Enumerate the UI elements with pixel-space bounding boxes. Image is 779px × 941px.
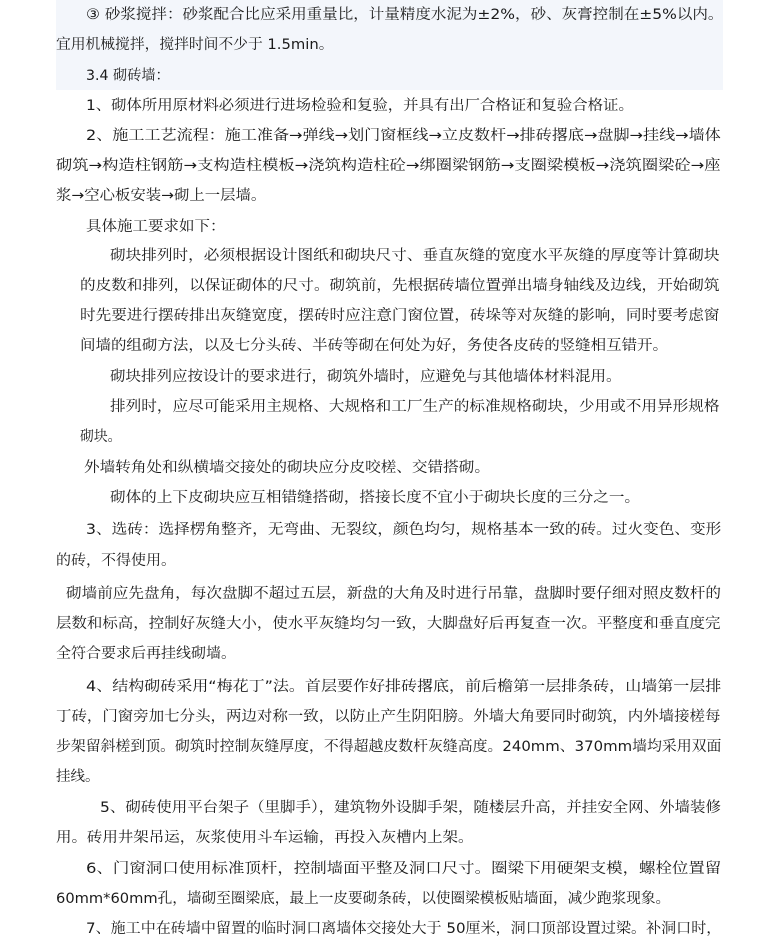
text-line: 砌墙前应先盘角，每次盘脚不超过五层，新盘的大角及时进行吊靠，盘脚时要仔细对照皮数杆的 xyxy=(66,586,721,602)
text-line: 间墙的组砌方法，以及七分头砖、半砖等砌在何处为好，务使各皮砖的竖缝相互错开。 xyxy=(80,338,668,354)
text-line: 3、选砖：选择楞角整齐，无弯曲、无裂纹，颜色均匀，规格基本一致的砖。过火变色、变形 xyxy=(86,522,722,538)
text-line: 浆→空心板安装→砌上一层墙。 xyxy=(56,188,267,204)
text-line: 排列时，应尽可能采用主规格、大规格和工厂生产的标准规格砌块，少用或不用异形规格 xyxy=(110,399,720,415)
text-line: 用。砖用井架吊运，灰浆使用斗车运输，再投入灰槽内上架。 xyxy=(56,830,474,846)
text-line: 6、门窗洞口使用标准顶杆，控制墙面平整及洞口尺寸。圈梁下用硬架支模，螺栓位置留 xyxy=(86,861,722,877)
text-line: 外墙转角处和纵横墙交接处的砌块应分皮咬槎、交错搭砌。 xyxy=(84,460,491,476)
text-line: 砌块。 xyxy=(80,429,122,445)
text-line: 砌筑→构造柱钢筋→支构造柱模板→浇筑构造柱砼→绑圈梁钢筋→支圈梁模板→浇筑圈梁砼→座 xyxy=(56,158,721,174)
text-line: 宜用机械搅拌，搅拌时间不少于 1.5min。 xyxy=(56,37,334,53)
text-line: 1、砌体所用原材料必须进行进场检验和复验，并具有出厂合格证和复验合格证。 xyxy=(86,98,634,114)
text-line: 砌块排列时，必须根据设计图纸和砌块尺寸、垂直灰缝的宽度水平灰缝的厚度等计算砌块 xyxy=(110,248,720,264)
text-line: 砌体的上下皮砌块应互相错缝搭砌，搭接长度不宜小于砌块长度的三分之一。 xyxy=(110,490,640,506)
text-line: 步架留斜槎到顶。砌筑时控制灰缝厚度，不得超越皮数杆灰缝高度。240mm、370mm墙均采用双面 xyxy=(56,739,722,755)
text-line: 7、施工中在砖墙中留置的临时洞口离墙体交接处大于 50厘米，洞口顶部设置过梁。补洞口时， xyxy=(86,921,722,937)
text-line: 挂线。 xyxy=(56,769,100,785)
text-line: 时先要进行摆砖排出灰缝宽度，摆砖时应注意门窗位置，砖垛等对灰缝的影响，同时要考虑窗 xyxy=(80,308,720,324)
text-line: 2、施工工艺流程：施工准备→弹线→划门窗框线→立皮数杆→排砖撂底→盘脚→挂线→墙体 xyxy=(86,128,721,144)
text-line: 60mm*60mm孔，墙砌至圈梁底，最上一皮要砌条砖，以使圈梁模板贴墙面，减少跑浆现象。 xyxy=(56,891,671,907)
text-line: 具体施工要求如下： xyxy=(86,219,226,235)
text-line: 丁砖，门窗旁加七分头，两边对称一致，以防止产生阴阳膀。外墙大角要同时砌筑，内外墙接槎每 xyxy=(56,709,721,725)
text-line: 层数和标高，控制好灰缝大小，使水平灰缝均匀一致，大脚盘好后再复查一次。平整度和垂直度完 xyxy=(56,616,721,632)
text-line: 砌块排列应按设计的要求进行，砌筑外墙时，应避免与其他墙体材料混用。 xyxy=(110,369,622,385)
text-line: 全符合要求后再挂线砌墙。 xyxy=(56,646,236,662)
section-heading: 3.4 砌砖墙： xyxy=(86,68,170,84)
text-line: 的砖，不得使用。 xyxy=(56,553,176,569)
text-line: 5、砌砖使用平台架子（里脚手），建筑物外设脚手架，随楼层升高，并挂安全网、外墙装修 xyxy=(100,800,721,816)
text-line: 的皮数和排列，以保证砌体的尺寸。砌筑前，先根据砖墙位置弹出墙身轴线及边线，开始砌筑 xyxy=(80,278,720,294)
text-line: ③ 砂浆搅拌：砂浆配合比应采用重量比，计量精度水泥为±2%，砂、灰膏控制在±5%以内。 xyxy=(86,7,724,23)
text-line: 4、结构砌砖采用“梅花丁”法。首层要作好排砖撂底，前后檐第一层排条砖，山墙第一层排 xyxy=(86,679,722,695)
